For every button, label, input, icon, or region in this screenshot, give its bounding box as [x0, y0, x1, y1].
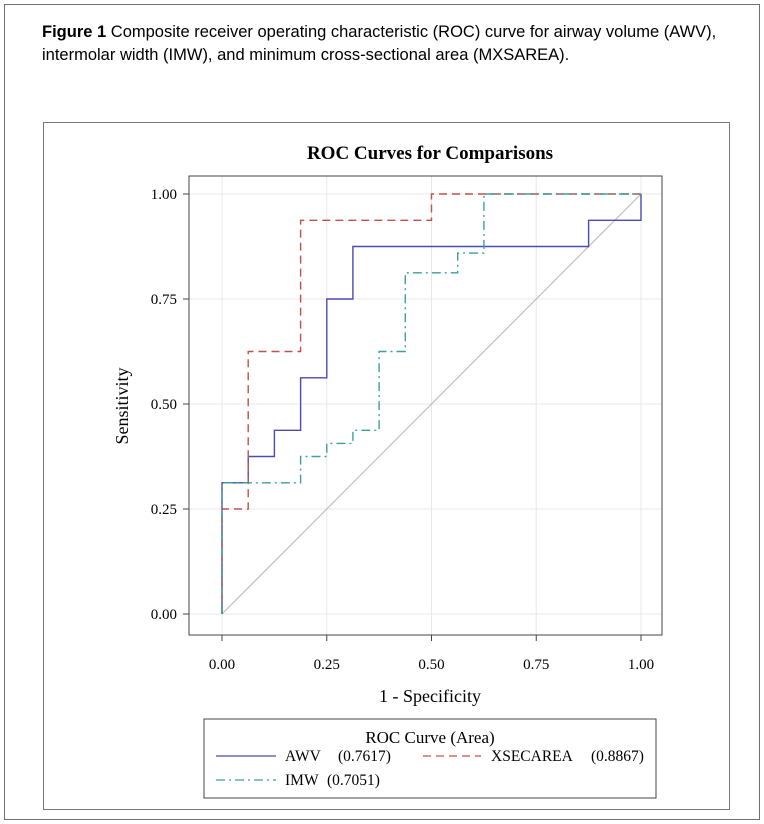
y-tick-label: 0.00 [150, 607, 177, 623]
plot-area [189, 176, 662, 635]
legend-title: ROC Curve (Area) [365, 728, 495, 747]
x-tick-label: 0.00 [208, 657, 236, 673]
y-tick-label: 0.75 [150, 292, 177, 308]
y-ticks [151, 187, 189, 623]
legend-label-awv: AWV [285, 748, 321, 765]
y-tick-label: 1.00 [150, 187, 177, 203]
legend-label-xsecarea: XSECAREA [491, 748, 573, 765]
y-tick-label: 0.50 [150, 397, 177, 413]
y-axis-label: Sensitivity [112, 367, 132, 445]
legend-label-imw: IMW [285, 772, 319, 789]
figure-caption [42, 21, 732, 67]
grid-lines [189, 176, 662, 635]
caption-label: Figure 1 [42, 23, 107, 41]
chart-panel [43, 122, 730, 810]
legend-area-xsecarea: (0.8867) [591, 748, 644, 765]
legend-area-awv: (0.7617) [338, 748, 391, 765]
legend-area-imw: (0.7051) [327, 772, 380, 789]
caption-text: Composite receiver operating characteristic (ROC) curve for airway volume (AWV), intermolar width (IMW), and minimum cross-sectional area (MXSAREA). [42, 23, 717, 64]
x-ticks [209, 635, 654, 673]
x-tick-label: 0.75 [523, 657, 550, 673]
roc-chart [44, 123, 729, 809]
x-axis-label: 1 - Specificity [379, 686, 481, 706]
x-tick-label: 1.00 [627, 657, 655, 673]
y-tick-label: 0.25 [150, 502, 177, 518]
x-tick-label: 0.25 [313, 657, 340, 673]
figure-frame [4, 4, 760, 820]
chart-title: ROC Curves for Comparisons [306, 143, 554, 164]
x-tick-label: 0.50 [418, 657, 445, 673]
